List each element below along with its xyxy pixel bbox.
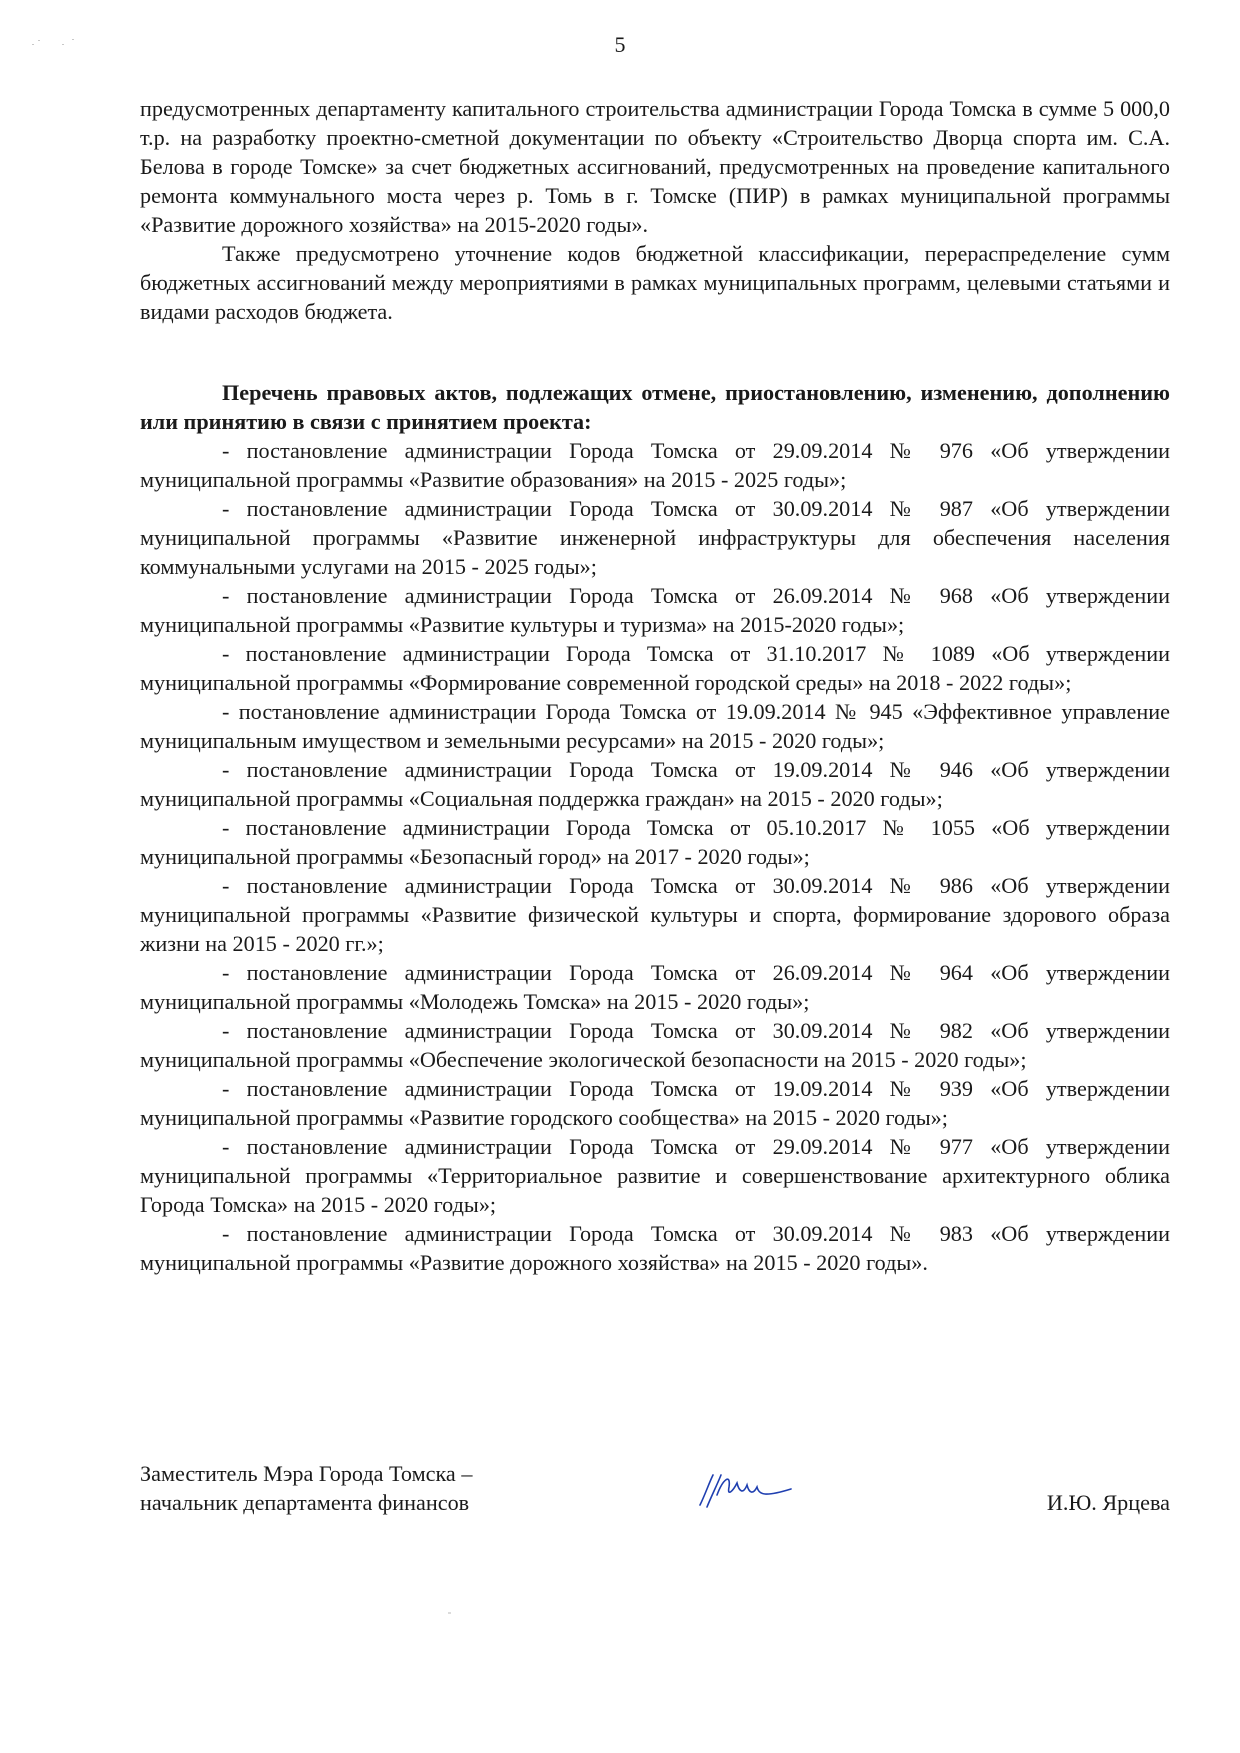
list-item: - постановление администрации Города Томска от 29.09.2014 № 977 «Об утверждении муниципальной программы «Территориальное развитие и совершенствование архитектурного облика Города Томска» на 2015 - 2020 годы»; — [140, 1134, 1170, 1217]
spacer — [140, 326, 1170, 378]
signatory-title — [140, 1459, 472, 1517]
signature-block — [140, 1459, 1170, 1529]
legal-acts-heading: Перечень правовых актов, подлежащих отмене, приостановлению, изменению, дополнению или принятию в связи с принятием проекта: — [140, 380, 1170, 434]
list-item: - постановление администрации Города Томска от 31.10.2017 № 1089 «Об утверждении муниципальной программы «Формирование современной городской среды» на 2018 - 2022 годы»; — [140, 641, 1170, 695]
page-number: 5 — [614, 32, 626, 57]
list-item: - постановление администрации Города Томска от 26.09.2014 № 968 «Об утверждении муниципальной программы «Развитие культуры и туризма» на 2015-2020 годы»; — [140, 583, 1170, 637]
list-item: - постановление администрации Города Томска от 30.09.2014 № 986 «Об утверждении муниципальной программы «Развитие физической культуры и спорта, формирование здорового образа жизни на 2015 - 2020 гг.»; — [140, 873, 1170, 956]
list-item: - постановление администрации Города Томска от 29.09.2014 № 976 «Об утверждении муниципальной программы «Развитие образования» на 2015 - 2025 годы»; — [140, 438, 1170, 492]
scan-mark — [448, 1612, 451, 1614]
list-item: - постановление администрации Города Томска от 05.10.2017 № 1055 «Об утверждении муниципальной программы «Безопасный город» на 2017 - 2020 годы»; — [140, 815, 1170, 869]
list-item: - постановление администрации Города Томска от 30.09.2014 № 983 «Об утверждении муниципальной программы «Развитие дорожного хозяйства» на 2015 - 2020 годы». — [140, 1221, 1170, 1275]
document-body — [140, 94, 1170, 1277]
list-item: - постановление администрации Города Томска от 26.09.2014 № 964 «Об утверждении муниципальной программы «Молодежь Томска» на 2015 - 2020 годы»; — [140, 960, 1170, 1014]
list-item: - постановление администрации Города Томска от 30.09.2014 № 982 «Об утверждении муниципальной программы «Обеспечение экологической безопасности на 2015 - 2020 годы»; — [140, 1018, 1170, 1072]
signatory-title-line-1: Заместитель Мэра Города Томска – — [140, 1461, 473, 1486]
signatory-title-line-2: начальник департамента финансов — [140, 1490, 470, 1515]
list-item: - постановление администрации Города Томска от 19.09.2014 № 946 «Об утверждении муниципальной программы «Социальная поддержка граждан» на 2015 - 2020 годы»; — [140, 757, 1170, 811]
list-item: - постановление администрации Города Томска от 30.09.2014 № 987 «Об утверждении муниципальной программы «Развитие инженерной инфраструктуры для обеспечения населения коммунальными услугами на 2015 - 2025 годы»; — [140, 496, 1170, 579]
paragraph-classification-codes: Также предусмотрено уточнение кодов бюджетной классификации, перераспределение сумм бюджетных ассигнований между мероприятиями в рамках муниципальных программ, целевыми статьями и видами расходов бюджета. — [140, 241, 1170, 324]
paragraph-budget-allocation: предусмотренных департаменту капитального строительства администрации Города Томска в сумме 5 000,0 т.р. на разработку проектно-сметной документации по объекту «Строительство Дворца спорта им. С.А. Белова в городе Томске» за счет бюджетных ассигнований, предусмотренных на проведение капитального ремонта коммунального моста через р. Томь в г. Томске (ПИР) в рамках муниципальной программы «Развитие дорожного хозяйства» на 2015-2020 годы». — [140, 96, 1170, 237]
list-item: - постановление администрации Города Томска от 19.09.2014 № 945 «Эффективное управление муниципальным имуществом и земельными ресурсами» на 2015 - 2020 годы»; — [140, 699, 1170, 753]
signatory-name: И.Ю. Ярцева — [1046, 1490, 1170, 1515]
list-item: - постановление администрации Города Томска от 19.09.2014 № 939 «Об утверждении муниципальной программы «Развитие городского сообщества» на 2015 - 2020 годы»; — [140, 1076, 1170, 1130]
handwritten-signature-icon — [695, 1465, 795, 1515]
legal-acts-list — [140, 436, 1170, 1277]
